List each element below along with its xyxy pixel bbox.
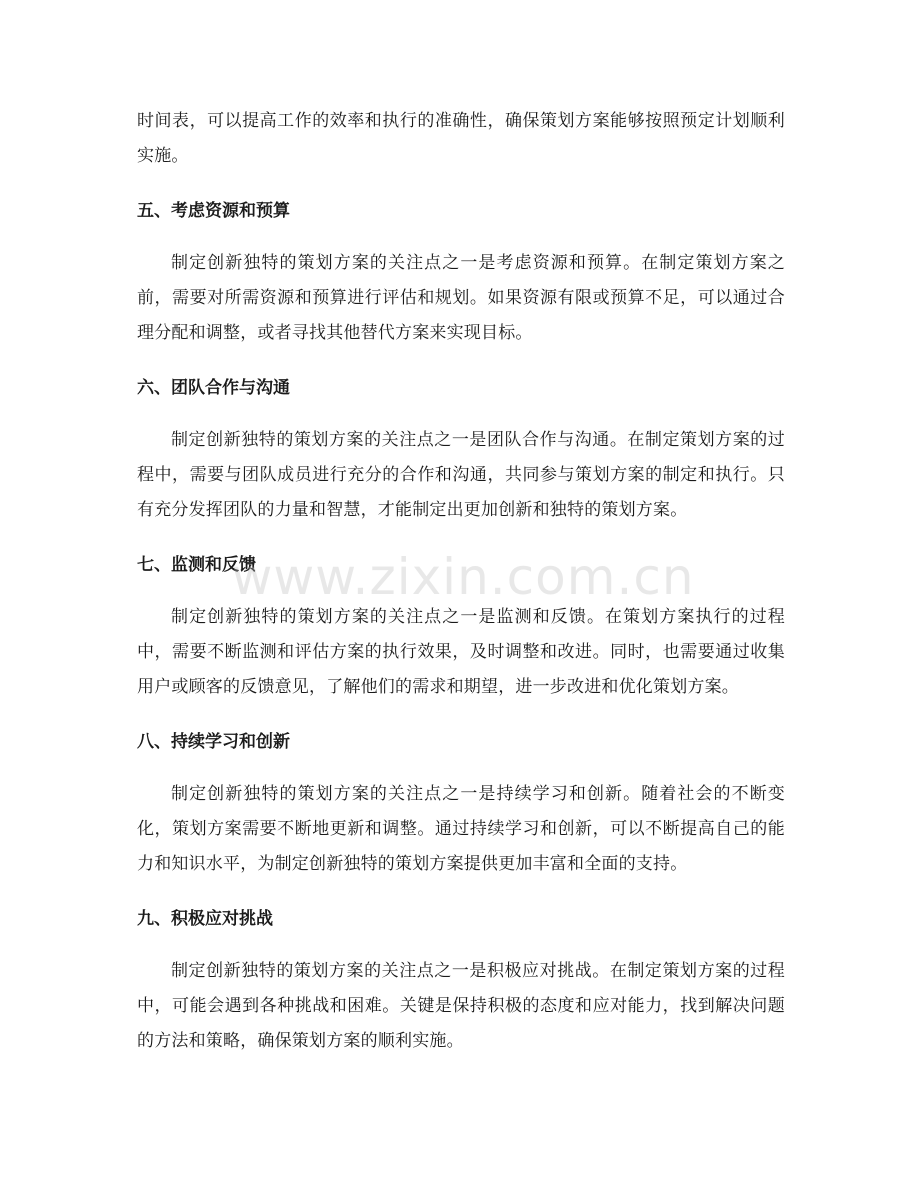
section-paragraph-8: 制定创新独特的策划方案的关注点之一是持续学习和创新。随着社会的不断变化，策划方案需要不断地更新和调整。通过持续学习和创新，可以不断提高自己的能力和知识水平，为制定创新独特的策划方案提供更加丰富和全面的支持。 <box>137 784 785 874</box>
document-body <box>137 104 785 1059</box>
intro-paragraph: 时间表，可以提高工作的效率和执行的准确性，确保策划方案能够按照预定计划顺利实施。 <box>137 111 785 166</box>
section-heading-9: 九、积极应对挑战 <box>137 909 273 929</box>
section-paragraph-6: 制定创新独特的策划方案的关注点之一是团队合作与沟通。在制定策划方案的过程中，需要与团队成员进行充分的合作和沟通，共同参与策划方案的制定和执行。只有充分发挥团队的力量和智慧，才能制定出更加创新和独特的策划方案。 <box>137 430 785 520</box>
section-heading-7: 七、监测和反馈 <box>137 555 256 575</box>
watermark-text: www.zixin.com.cn <box>231 548 695 606</box>
section-heading-8: 八、持续学习和创新 <box>137 732 290 752</box>
section-heading-5: 五、考虑资源和预算 <box>137 201 290 221</box>
section-heading-6: 六、团队合作与沟通 <box>137 378 290 398</box>
section-paragraph-7: 制定创新独特的策划方案的关注点之一是监测和反馈。在策划方案执行的过程中，需要不断监测和评估方案的执行效果，及时调整和改进。同时，也需要通过收集用户或顾客的反馈意见，了解他们的需求和期望，进一步改进和优化策划方案。 <box>137 607 785 697</box>
section-paragraph-9: 制定创新独特的策划方案的关注点之一是积极应对挑战。在制定策划方案的过程中，可能会遇到各种挑战和困难。关键是保持积极的态度和应对能力，找到解决问题的方法和策略，确保策划方案的顺利实施。 <box>137 961 785 1051</box>
section-paragraph-5: 制定创新独特的策划方案的关注点之一是考虑资源和预算。在制定策划方案之前，需要对所需资源和预算进行评估和规划。如果资源有限或预算不足，可以通过合理分配和调整，或者寻找其他替代方案来实现目标。 <box>137 253 785 343</box>
